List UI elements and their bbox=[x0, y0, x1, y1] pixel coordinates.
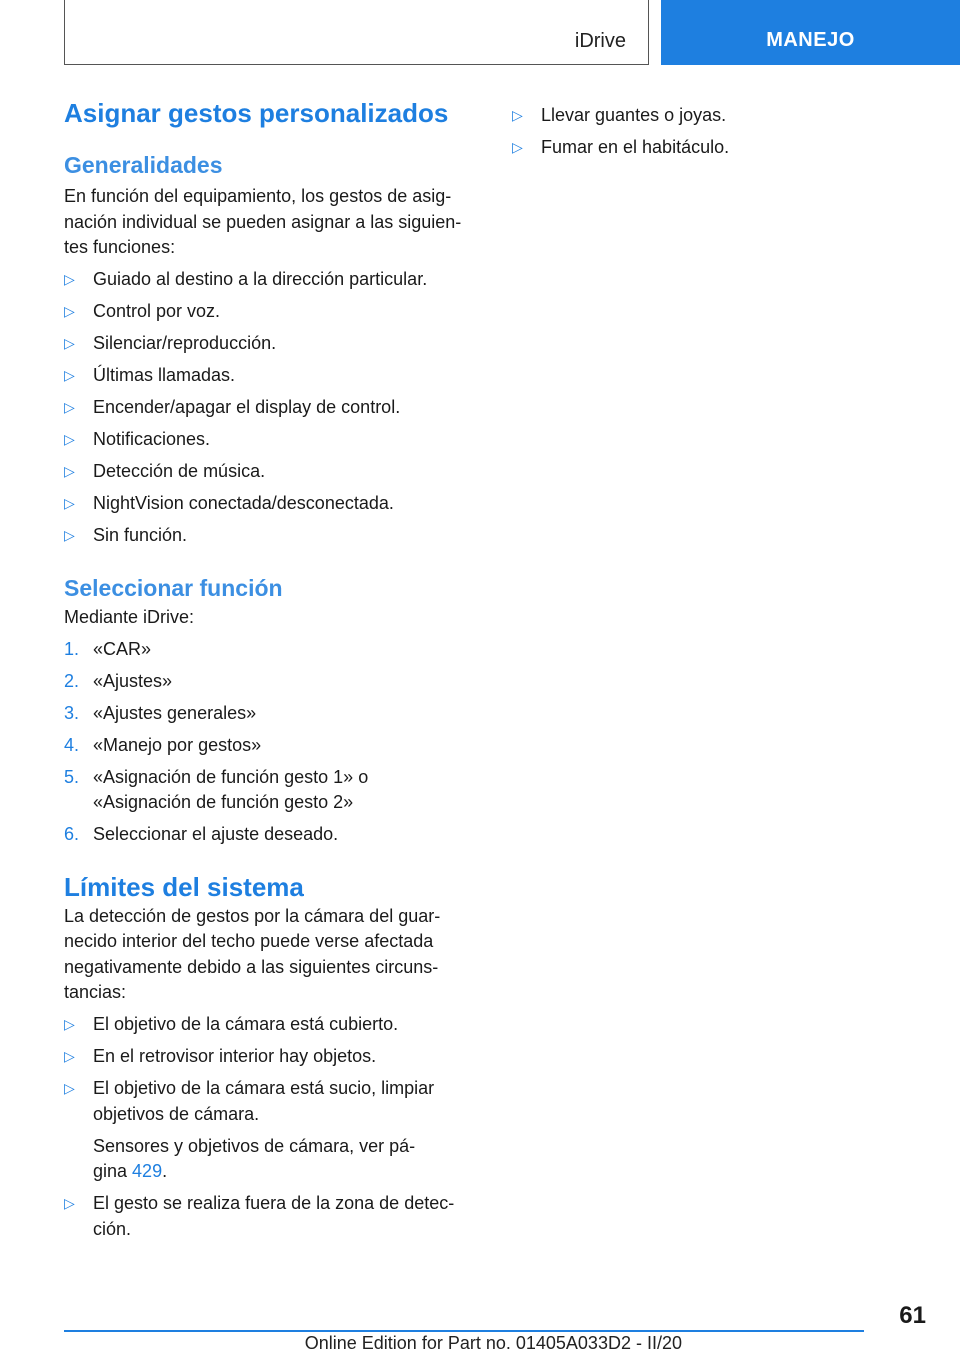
text-line: tes funciones: bbox=[64, 237, 176, 257]
text-line: En función del equipamiento, los gestos de asig- bbox=[64, 186, 452, 206]
list-item: ▷ Detección de música. bbox=[64, 459, 484, 485]
main-heading: Asignar gestos personalizados bbox=[64, 98, 449, 128]
list-item: ▷ Sin función. bbox=[64, 523, 484, 549]
step-item: 4. «Manejo por gestos» bbox=[64, 734, 262, 755]
triangle-bullet-icon: ▷ bbox=[64, 399, 75, 415]
list-item: ▷ En el retrovisor interior hay objetos. bbox=[64, 1044, 484, 1070]
triangle-bullet-icon: ▷ bbox=[64, 335, 75, 351]
triangle-bullet-icon: ▷ bbox=[512, 139, 523, 155]
generalidades-heading: Generalidades bbox=[64, 152, 223, 178]
function-list bbox=[64, 267, 484, 549]
list-item: ▷ El gesto se realiza fuera de la zona de detec- ción. bbox=[64, 1193, 455, 1239]
generalidades-intro bbox=[64, 184, 484, 261]
triangle-bullet-icon: ▷ bbox=[64, 463, 75, 479]
limites-heading: Límites del sistema bbox=[64, 871, 304, 902]
list-item: ▷ Notificaciones. bbox=[64, 427, 484, 453]
list-item: ▷ Fumar en el habitáculo. bbox=[512, 135, 912, 161]
triangle-bullet-icon: ▷ bbox=[64, 1080, 75, 1096]
seleccionar-intro: Mediante iDrive: bbox=[64, 606, 195, 627]
page-number: 61 bbox=[899, 1302, 926, 1329]
list-item: ▷ El objetivo de la cámara está cubierto. bbox=[64, 1012, 484, 1038]
list-item: ▷ Llevar guantes o joyas. bbox=[512, 103, 912, 129]
page-reference-link[interactable]: 429 bbox=[132, 1161, 163, 1181]
list-item: ▷ Silenciar/reproducción. bbox=[64, 331, 484, 357]
step-item: 3. «Ajustes generales» bbox=[64, 702, 257, 723]
triangle-bullet-icon: ▷ bbox=[64, 367, 75, 383]
step-item: 6. Seleccionar el ajuste deseado. bbox=[64, 824, 339, 844]
list-item: ▷ El objetivo de la cámara está sucio, limpiar objetivos de cámara. bbox=[64, 1078, 435, 1124]
list-item: ▷ Control por voz. bbox=[64, 299, 484, 325]
header-section-box bbox=[64, 0, 649, 65]
triangle-bullet-icon: ▷ bbox=[64, 495, 75, 511]
list-item: ▷ Guiado al destino a la dirección particular. bbox=[64, 267, 484, 293]
list-item: ▷ Últimas llamadas. bbox=[64, 363, 484, 389]
footer-divider bbox=[64, 1330, 864, 1332]
triangle-bullet-icon: ▷ bbox=[64, 527, 75, 543]
triangle-bullet-icon: ▷ bbox=[64, 1195, 75, 1211]
step-item: 2. «Ajustes» bbox=[64, 670, 173, 691]
triangle-bullet-icon: ▷ bbox=[64, 303, 75, 319]
seleccionar-heading: Seleccionar función bbox=[64, 574, 283, 601]
limits-list-cont bbox=[64, 1191, 484, 1242]
text-line: tancias: bbox=[64, 982, 127, 1002]
step-item: 1. «CAR» bbox=[64, 638, 152, 659]
list-item: ▷ Encender/apagar el display de control. bbox=[64, 395, 484, 421]
steps-list bbox=[64, 637, 484, 848]
text-line: nación individual se pueden asignar a las siguien- bbox=[64, 211, 462, 232]
camera-reference: Sensores y objetivos de cámara, ver pá- gina 429. bbox=[93, 1135, 416, 1181]
limits-list bbox=[64, 1012, 484, 1127]
limites-intro bbox=[64, 904, 484, 1006]
triangle-bullet-icon: ▷ bbox=[512, 107, 523, 123]
step-item: 5. «Asignación de función gesto 1» o «Asignación de función gesto 2» bbox=[64, 766, 369, 812]
footer-edition: Online Edition for Part no. 01405A033D2 - II/20 bbox=[304, 1333, 682, 1353]
triangle-bullet-icon: ▷ bbox=[64, 1048, 75, 1064]
text-line: negativamente debido a las siguientes circuns- bbox=[64, 956, 439, 977]
triangle-bullet-icon: ▷ bbox=[64, 271, 75, 287]
header-chapter-tab: MANEJO bbox=[661, 0, 960, 65]
triangle-bullet-icon: ▷ bbox=[64, 1016, 75, 1032]
header-section-title: iDrive bbox=[574, 30, 626, 52]
right-column bbox=[512, 103, 912, 161]
left-column bbox=[64, 96, 484, 1242]
text-line: La detección de gestos por la cámara del guar- bbox=[64, 905, 441, 926]
text-line: necido interior del techo puede verse afectada bbox=[64, 931, 434, 951]
limits-list-right bbox=[512, 103, 912, 161]
list-item: ▷ NightVision conectada/desconectada. bbox=[64, 491, 484, 517]
triangle-bullet-icon: ▷ bbox=[64, 431, 75, 447]
